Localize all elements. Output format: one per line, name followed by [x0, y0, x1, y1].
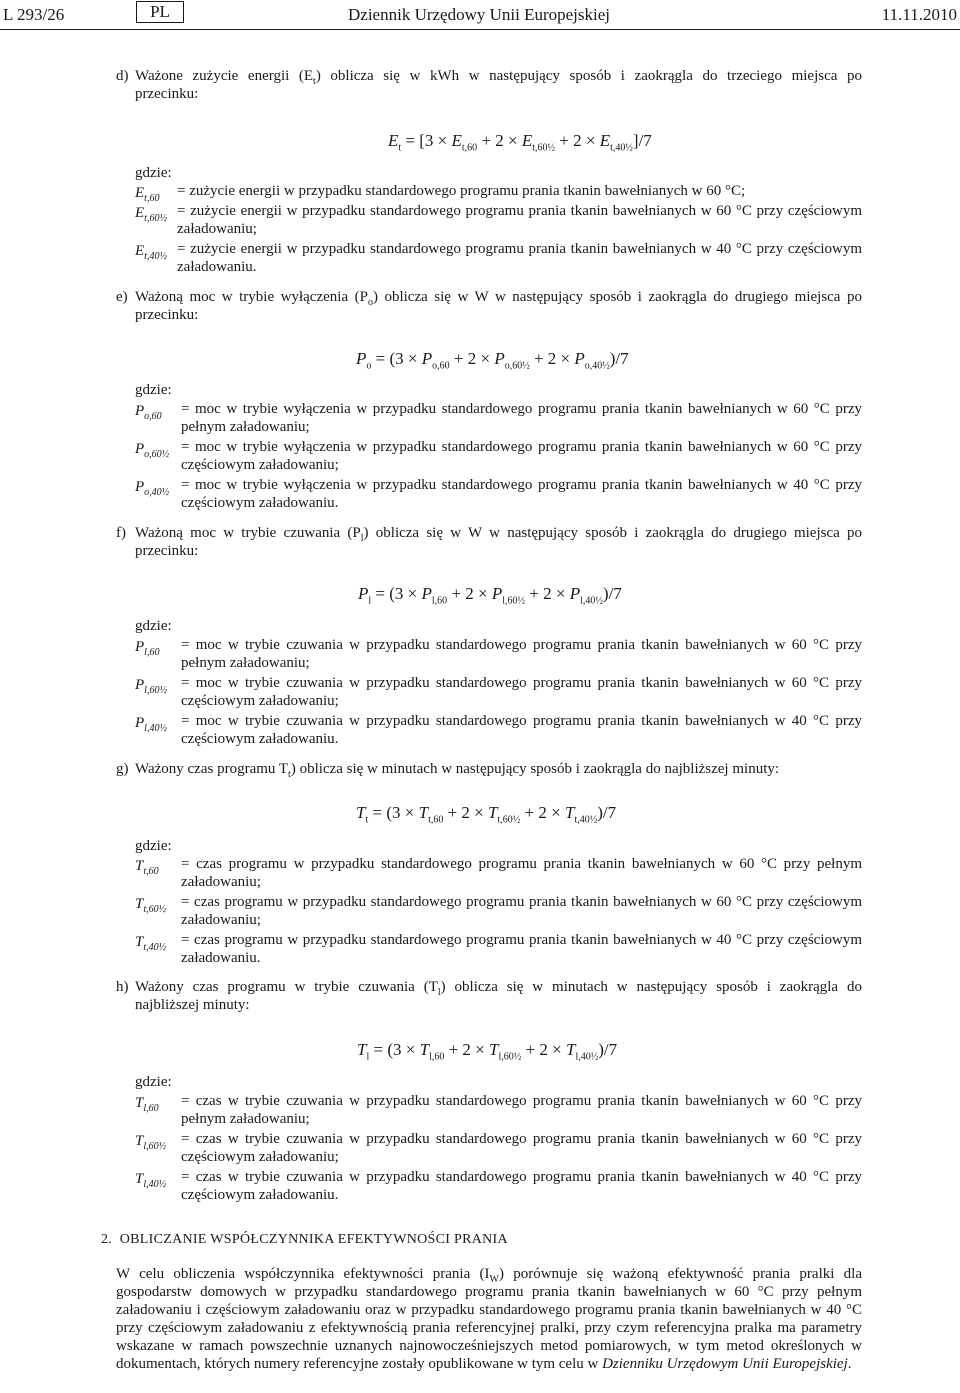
item-f-intro-cont: przecinku: — [135, 543, 199, 559]
symbol-f-2: $P_{l,60\frac{1}{2}}$ — [135, 677, 167, 696]
where-label-d: gdzie: — [135, 165, 172, 181]
where-label-e: gdzie: — [135, 382, 172, 398]
symbol-e-3: $P_{o,40\frac{1}{2}}$ — [135, 479, 170, 498]
where-label-f: gdzie: — [135, 618, 172, 634]
symbol-g-3: $T_{t,40\frac{1}{2}}$ — [135, 934, 167, 953]
symbol-d-2: $E_{t,60\frac{1}{2}}$ — [135, 205, 167, 224]
definition-f-2: = moc w trybie czuwania w przypadku standardowego programu prania tkanin bawełnianych w 60 °C przy częściowym załadowaniu; — [181, 675, 862, 709]
item-h-intro-cont: najbliższej minuty: — [135, 997, 250, 1013]
formula-f: $P_l = (3 \times P_{l,60} + 2 \times P_{l,60\frac{1}{2}} + 2 \times P_{l,40\frac{1}{2}})/7$ — [358, 584, 622, 607]
item-label-d: d) — [116, 68, 129, 84]
where-label-h: gdzie: — [135, 1074, 172, 1090]
symbol-h-1: $T_{l,60}$ — [135, 1095, 159, 1114]
definition-f-3: = moc w trybie czuwania w przypadku standardowego programu prania tkanin bawełnianych w 40 °C przy częściowym załadowaniu. — [181, 713, 862, 747]
definition-h-1: = czas w trybie czuwania w przypadku standardowego programu prania tkanin bawełnianych w 60 °C przy pełnym załadowaniu; — [181, 1093, 862, 1127]
symbol-g-2: $T_{t,60\frac{1}{2}}$ — [135, 896, 167, 915]
symbol-e-2: $P_{o,60\frac{1}{2}}$ — [135, 441, 170, 460]
definition-d-2: = zużycie energii w przypadku standardowego programu prania tkanin bawełnianych w 60 °C przy częściowym załadowaniu; — [177, 203, 862, 237]
item-label-f: f) — [116, 525, 126, 541]
symbol-g-1: $T_{t,60}$ — [135, 858, 159, 877]
definition-e-2: = moc w trybie wyłączenia w przypadku standardowego programu prania tkanin bawełnianych w 60 °C przy częściowym załadowaniu; — [181, 439, 862, 473]
definition-e-3: = moc w trybie wyłączenia w przypadku standardowego programu prania tkanin bawełnianych w 40 °C przy częściowym załadowaniu. — [181, 477, 862, 511]
item-d-intro: Ważone zużycie energii $(E_t)$ oblicza się w kWh w następujący sposób i zaokrągla do trzeciego miejsca po — [135, 68, 862, 87]
item-e-intro-cont: przecinku: — [135, 307, 199, 323]
definition-e-1: = moc w trybie wyłączenia w przypadku standardowego programu prania tkanin bawełnianych w 60 °C przy pełnym załadowaniu; — [181, 401, 862, 435]
definition-f-1: = moc w trybie czuwania w przypadku standardowego programu prania tkanin bawełnianych w 60 °C przy pełnym załadowaniu; — [181, 637, 862, 671]
definition-g-2: = czas programu w przypadku standardowego programu prania tkanin bawełnianych w 60 °C przy częściowym załadowaniu; — [181, 894, 862, 928]
formula-e: $P_o = (3 \times P_{o,60} + 2 \times P_{o,60\frac{1}{2}} + 2 \times P_{o,40\frac{1}{2}})/7$ — [356, 349, 629, 372]
header-rule — [0, 29, 960, 30]
item-h-intro: Ważony czas programu w trybie czuwania $(T_l)$ oblicza się w minutach w następujący sposób i zaokrągla do — [135, 979, 862, 998]
item-label-e: e) — [116, 289, 128, 305]
language-badge: PL — [136, 1, 184, 23]
item-label-h: h) — [116, 979, 129, 995]
symbol-h-3: $T_{l,40\frac{1}{2}}$ — [135, 1171, 167, 1190]
symbol-f-1: $P_{l,60}$ — [135, 639, 160, 658]
page-reference: L 293/26 — [3, 5, 65, 24]
where-label-g: gdzie: — [135, 838, 172, 854]
formula-h: $T_l = (3 \times T_{l,60} + 2 \times T_{l,60\frac{1}{2}} + 2 \times T_{l,40\frac{1}{2}})/7$ — [357, 1040, 618, 1063]
item-f-intro: Ważoną moc w trybie czuwania $(P_l)$ oblicza się w W w następujący sposób i zaokrągla do drugiego miejsca po — [135, 525, 863, 544]
definition-h-2: = czas w trybie czuwania w przypadku standardowego programu prania tkanin bawełnianych w 60 °C przy częściowym załadowaniu; — [181, 1131, 862, 1165]
symbol-d-1: $E_{t,60}$ — [135, 185, 160, 204]
definition-g-1: = czas programu w przypadku standardowego programu prania tkanin bawełnianych w 60 °C przy pełnym załadowaniu; — [181, 856, 862, 890]
item-d-intro-cont: przecinku: — [135, 86, 199, 102]
item-g-intro: Ważony czas programu $T_t$) oblicza się w minutach w następujący sposób i zaokrągla do najbliższej minuty: — [135, 761, 780, 780]
journal-title: Dziennik Urzędowy Unii Europejskiej — [348, 5, 611, 24]
item-label-g: g) — [116, 761, 129, 777]
publication-date: 11.11.2010 — [881, 5, 957, 24]
definition-d-1: = zużycie energii w przypadku standardowego programu prania tkanin bawełnianych w 60 °C; — [177, 183, 746, 199]
section-heading: 2. OBLICZANIE WSPÓŁCZYNNIKA EFEKTYWNOŚCI PRANIA — [101, 1232, 508, 1247]
section-paragraph: W celu obliczenia współczynnika efektywności prania $(I_W)$ porównuje się ważoną efektywność prania pralki dla gospodarstw domowych w przypadku standardowego programu prania tkanin bawełnianych w 60 °C przy pełnym załadowaniu i częściowym załadowaniu oraz w przypadku standardowego programu prania tkanin bawełnianych w 40 °C przy częściowym załadowaniu z efektywnością prania referencyjnej pralki, przy czym referencyjna pralka ma parametry wskazane w ramach powszechnie uznanych najnowocześniejszych metod pomiarowych, w tym metod określonych w dokumentach, których numery referencyjne zostały opublikowane w tym celu w Dzienniku Urzędowym Unii Europejskiej. — [116, 1266, 862, 1372]
definition-g-3: = czas programu w przypadku standardowego programu prania tkanin bawełnianych w 40 °C przy częściowym załadowaniu. — [181, 932, 862, 966]
item-e-intro: Ważoną moc w trybie wyłączenia $(P_o)$ oblicza się w W w następujący sposób i zaokrągla do drugiego miejsca po — [135, 289, 862, 308]
formula-g: $T_t = (3 \times T_{t,60} + 2 \times T_{t,60\frac{1}{2}} + 2 \times T_{t,40\frac{1}{2}})/7$ — [356, 803, 617, 826]
symbol-f-3: $P_{l,40\frac{1}{2}}$ — [135, 715, 167, 734]
symbol-e-1: $P_{o,60}$ — [135, 403, 162, 422]
definition-d-3: = zużycie energii w przypadku standardowego programu prania tkanin bawełnianych w 40 °C przy częściowym załadowaniu. — [177, 241, 862, 275]
formula-d: $E_t = [3 \times E_{t,60} + 2 \times E_{t,60\frac{1}{2}} + 2 \times E_{t,40\frac{1}{2}}]/7$ — [388, 131, 652, 154]
symbol-h-2: $T_{l,60\frac{1}{2}}$ — [135, 1133, 167, 1152]
definition-h-3: = czas w trybie czuwania w przypadku standardowego programu prania tkanin bawełnianych w 40 °C przy częściowym załadowaniu. — [181, 1169, 862, 1203]
page-header — [0, 0, 960, 30]
symbol-d-3: $E_{t,40\frac{1}{2}}$ — [135, 243, 167, 262]
